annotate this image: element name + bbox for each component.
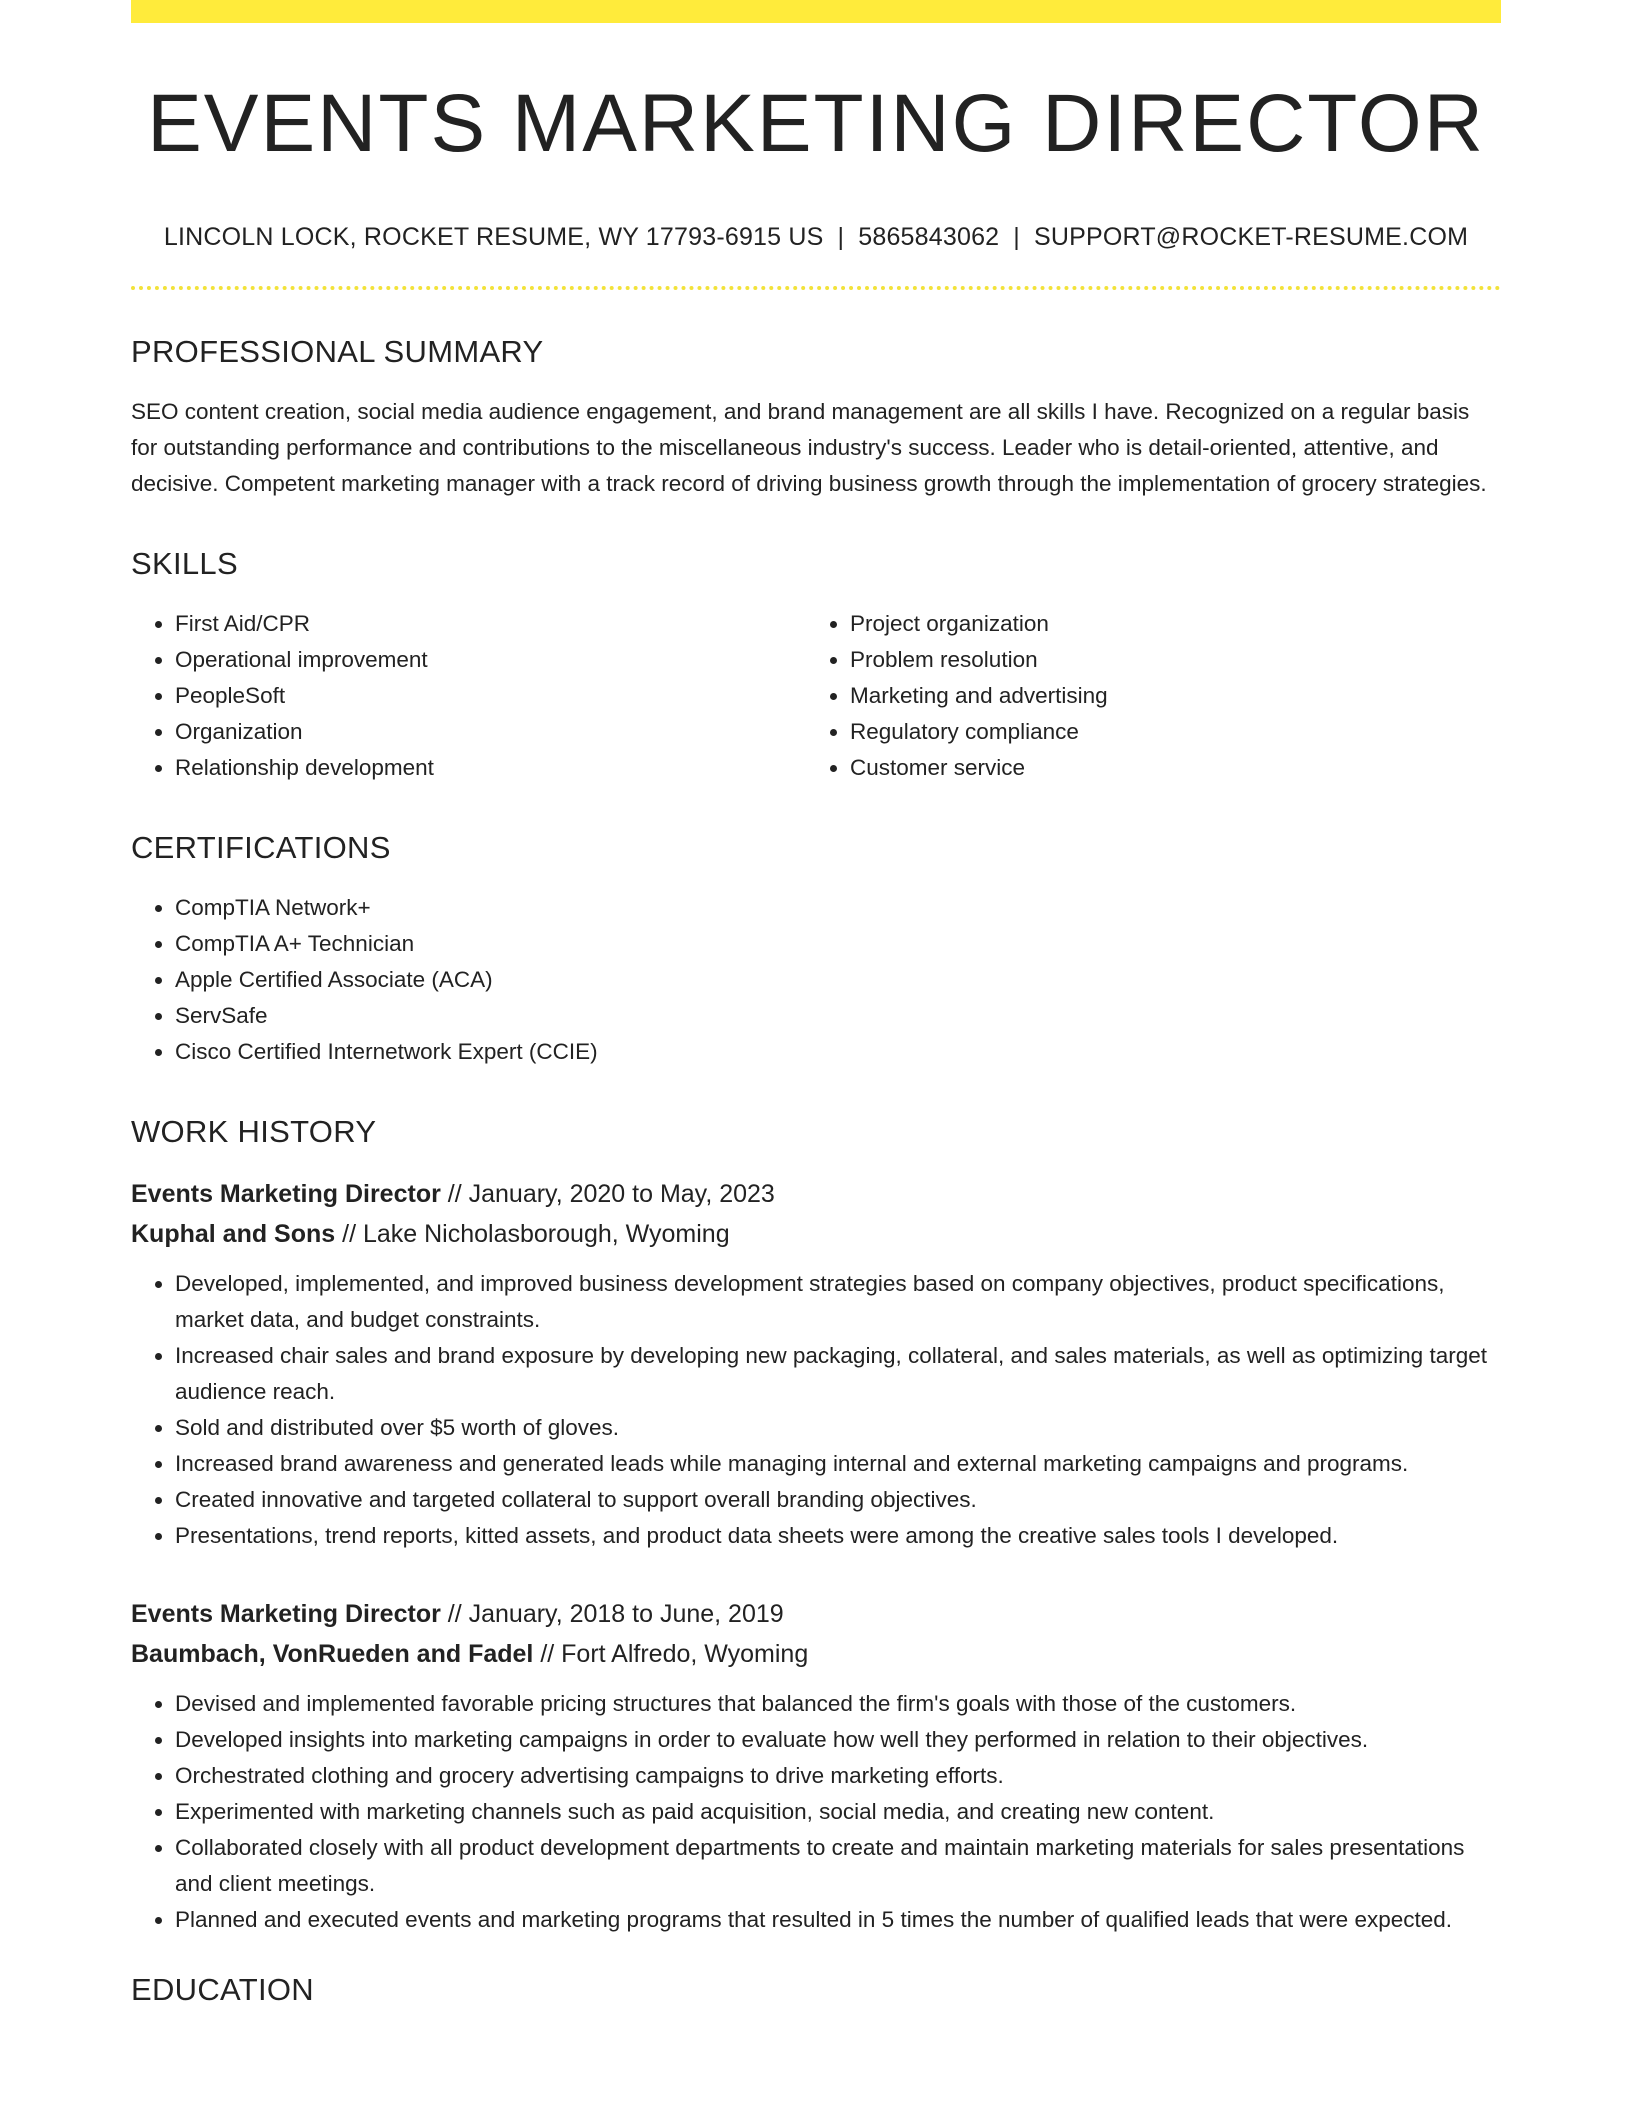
certification-item: • CompTIA Network+	[175, 890, 1501, 926]
job-bullets	[131, 1266, 1501, 1554]
job-location: // Lake Nicholasborough, Wyoming	[335, 1220, 730, 1248]
skill-item: • Customer service	[850, 750, 1481, 786]
job-bullet: • Sold and distributed over $5 worth of gloves.	[175, 1410, 1501, 1446]
contact-address: LINCOLN LOCK, ROCKET RESUME, WY 17793-6915 US	[163, 223, 824, 251]
education-heading: EDUCATION	[131, 1972, 314, 2007]
certifications-list	[131, 890, 1501, 1070]
job-bullet: • Presentations, trend reports, kitted assets, and product data sheets were among the creative sales tools I developed.	[175, 1518, 1501, 1554]
job-bullet: • Developed, implemented, and improved business development strategies based on company objectives, product specifications, market data, and budget constraints.	[175, 1266, 1501, 1338]
certification-item: • Apple Certified Associate (ACA)	[175, 962, 1501, 998]
contact-email: SUPPORT@ROCKET-RESUME.COM	[1034, 223, 1469, 251]
skills-list	[131, 606, 1501, 786]
job-bullet: • Developed insights into marketing campaigns in order to evaluate how well they performed in relation to their objectives.	[175, 1722, 1501, 1758]
certification-item: • ServSafe	[175, 998, 1501, 1034]
job-bullet: • Increased chair sales and brand exposure by developing new packaging, collateral, and sales materials, as well as optimizing target audience reach.	[175, 1338, 1501, 1410]
job-dates: // January, 2018 to June, 2019	[440, 1600, 784, 1628]
job-company: Baumbach, VonRueden and Fadel	[131, 1640, 534, 1668]
certifications-heading: CERTIFICATIONS	[131, 830, 391, 865]
contact-separator: |	[1013, 223, 1020, 251]
skill-item: • First Aid/CPR	[175, 606, 806, 642]
resume-title: EVENTS MARKETING DIRECTOR	[147, 78, 1485, 169]
dotted-divider	[131, 286, 1501, 290]
summary-text: SEO content creation, social media audience engagement, and brand management are all skills I have. Recognized on a regular basis for outstanding performance and contributions to the miscellaneous industry's success. Leader who is detail-oriented, attentive, and decisive. Competent marketing manager with a track record of driving business growth through the implementation of grocery strategies.	[131, 399, 1487, 496]
job-company-line	[131, 1214, 1501, 1254]
skill-item: • Operational improvement	[175, 642, 806, 678]
contact-line	[131, 223, 1501, 252]
skill-item: • Regulatory compliance	[850, 714, 1481, 750]
skills-heading: SKILLS	[131, 546, 238, 581]
top-accent-bar	[131, 0, 1501, 23]
skills-column-right	[806, 606, 1481, 786]
job-title-line	[131, 1174, 1501, 1214]
skill-item: • Relationship development	[175, 750, 806, 786]
resume-page	[131, 0, 1501, 2008]
job-bullet: • Experimented with marketing channels such as paid acquisition, social media, and creating new content.	[175, 1794, 1501, 1830]
job-title: Events Marketing Director	[131, 1600, 441, 1628]
certification-item: • CompTIA A+ Technician	[175, 926, 1501, 962]
contact-separator: |	[837, 223, 845, 251]
job-entry	[131, 1594, 1501, 1938]
skill-item: • Problem resolution	[850, 642, 1481, 678]
skills-column-left	[131, 606, 806, 786]
certification-item: • Cisco Certified Internetwork Expert (CCIE)	[175, 1034, 1501, 1070]
summary-heading: PROFESSIONAL SUMMARY	[131, 334, 544, 369]
skill-item: • PeopleSoft	[175, 678, 806, 714]
job-bullet: • Devised and implemented favorable pricing structures that balanced the firm's goals with those of the customers.	[175, 1686, 1501, 1722]
skill-item: • Marketing and advertising	[850, 678, 1481, 714]
job-company: Kuphal and Sons	[131, 1220, 336, 1248]
job-entry	[131, 1174, 1501, 1554]
job-bullet: • Collaborated closely with all product development departments to create and maintain marketing materials for sales presentations and client meetings.	[175, 1830, 1501, 1902]
job-company-line	[131, 1634, 1501, 1674]
job-title-line	[131, 1594, 1501, 1634]
contact-phone: 5865843062	[858, 223, 1000, 251]
job-bullet: • Increased brand awareness and generated leads while managing internal and external marketing campaigns and programs.	[175, 1446, 1501, 1482]
job-dates: // January, 2020 to May, 2023	[440, 1180, 775, 1208]
job-title: Events Marketing Director	[131, 1180, 441, 1208]
job-bullets	[131, 1686, 1501, 1938]
job-bullet: • Planned and executed events and marketing programs that resulted in 5 times the number of qualified leads that were expected.	[175, 1902, 1501, 1938]
work-history-heading: WORK HISTORY	[131, 1114, 377, 1149]
job-bullet: • Created innovative and targeted collateral to support overall branding objectives.	[175, 1482, 1501, 1518]
skill-item: • Project organization	[850, 606, 1481, 642]
job-bullet: • Orchestrated clothing and grocery advertising campaigns to drive marketing efforts.	[175, 1758, 1501, 1794]
skill-item: • Organization	[175, 714, 806, 750]
job-location: // Fort Alfredo, Wyoming	[533, 1640, 809, 1668]
